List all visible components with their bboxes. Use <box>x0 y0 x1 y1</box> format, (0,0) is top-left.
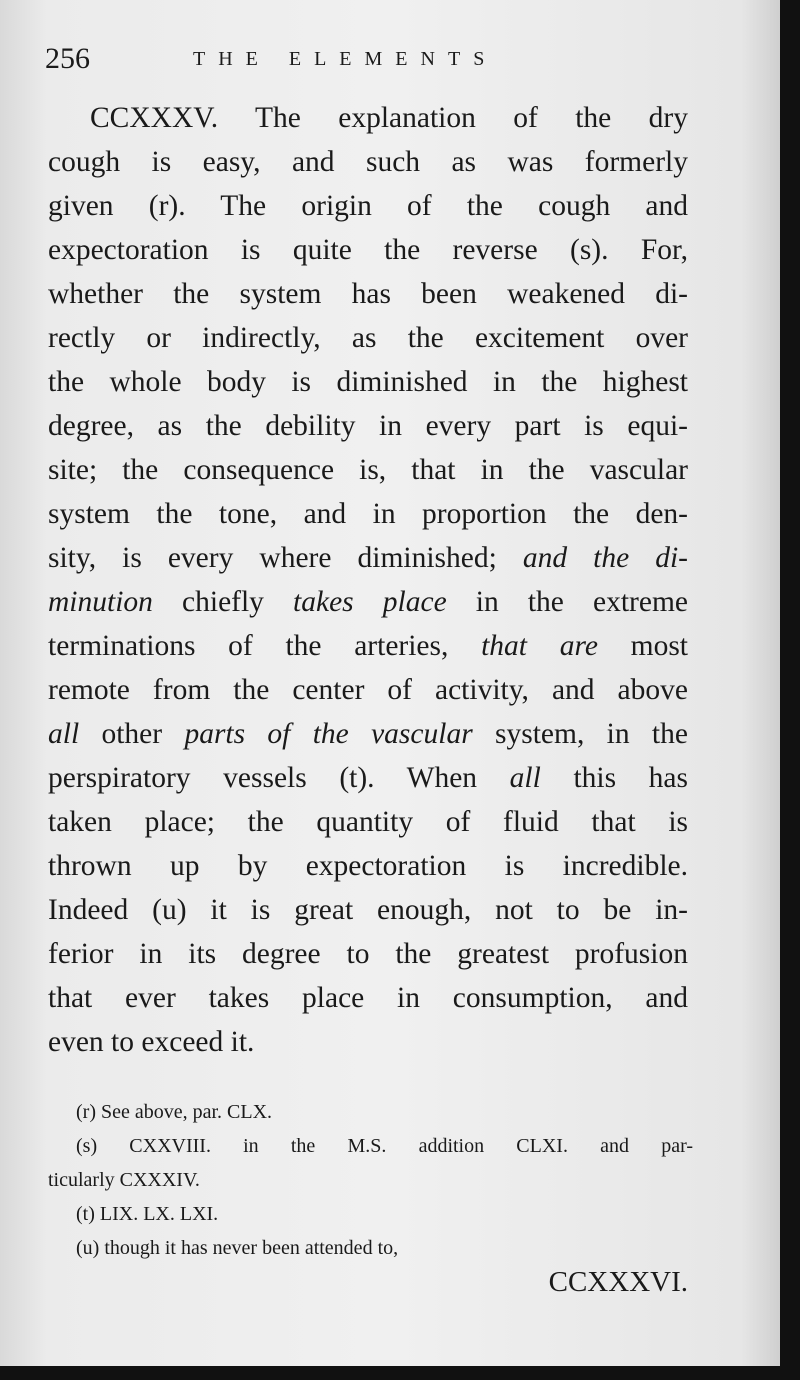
footnote-r: (r) See above, par. CLX. <box>76 1101 273 1123</box>
text-line: that ever takes place in consumption, and <box>48 982 688 1014</box>
text-line: ferior in its degree to the greatest profusion <box>48 938 688 970</box>
text-line: all other parts of the vascular system, in the <box>48 718 688 750</box>
text-line: terminations of the arteries, that are most <box>48 630 688 662</box>
text-line: taken place; the quantity of fluid that is <box>48 806 688 838</box>
text-line: system the tone, and in proportion the den- <box>48 498 688 530</box>
text-line: thrown up by expectoration is incredible. <box>48 850 688 882</box>
text-line: rectly or indirectly, as the excitement over <box>48 322 688 354</box>
text-line: perspiratory vessels (t). When all this has <box>48 762 688 794</box>
text-line: minution chiefly takes place in the extreme <box>48 586 689 618</box>
body-text <box>48 96 688 1064</box>
text-line: CCXXXV. The explanation of the dry <box>90 102 688 134</box>
footnote-s: (s) CXXVIII. in the M.S. addition CLXI. and par- <box>76 1135 693 1157</box>
text-line: remote from the center of activity, and above <box>48 674 688 706</box>
page-header <box>45 40 705 80</box>
text-line: Indeed (u) it is great enough, not to be in- <box>48 894 688 926</box>
running-head: THE ELEMENTS <box>193 48 498 70</box>
text-line: the whole body is diminished in the highest <box>48 366 688 398</box>
footnote-u: (u) though it has never been attended to, <box>76 1237 399 1259</box>
text-line: even to exceed it. <box>48 1026 255 1058</box>
text-line: expectoration is quite the reverse (s). For, <box>48 234 688 266</box>
page-number: 256 <box>45 42 90 75</box>
text-line: cough is easy, and such as was formerly <box>48 146 688 178</box>
text-line: degree, as the debility in every part is equi- <box>48 410 688 442</box>
text-line: sity, is every where diminished; and the di- <box>48 542 689 574</box>
footnote-t: (t) LIX. LX. LXI. <box>76 1203 219 1225</box>
text-line: whether the system has been weakened di- <box>48 278 688 310</box>
text-line: site; the consequence is, that in the vascular <box>48 454 688 486</box>
text-line: given (r). The origin of the cough and <box>48 190 688 222</box>
footnote-s-continued: ticularly CXXXIV. <box>48 1169 200 1191</box>
catchword: CCXXXVI. <box>548 1266 688 1298</box>
footnotes <box>48 1095 693 1265</box>
